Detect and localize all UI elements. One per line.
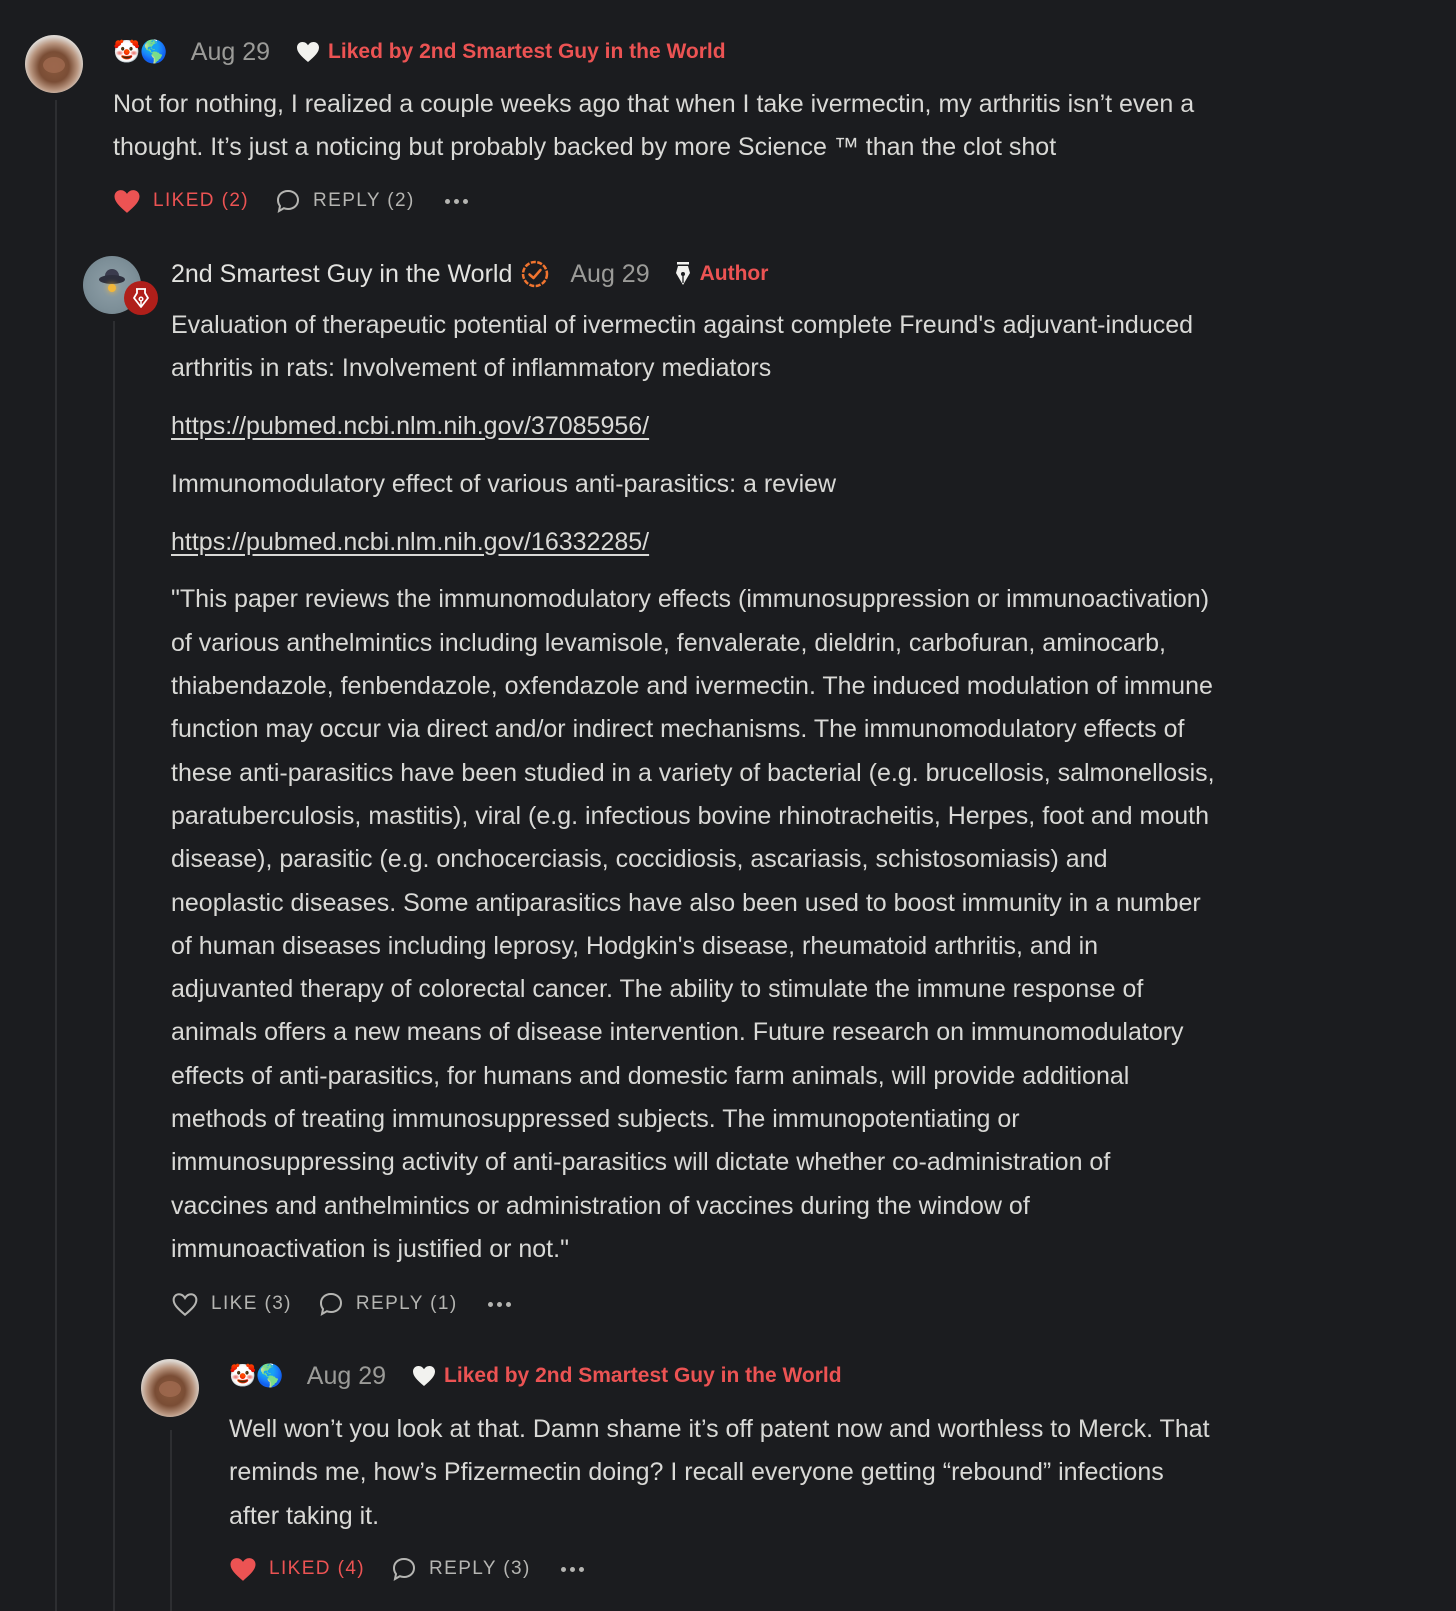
comment-text-line: reminds me, how’s Pfizermectin doing? I recall everyone getting “rebound” infections (229, 1458, 1164, 1487)
avatar[interactable] (25, 35, 83, 93)
comment-body (171, 304, 1451, 1271)
author-tag (674, 261, 769, 287)
author-pen-badge (124, 281, 158, 315)
quote-line: methods of treating immunosuppressed subjects. The immunopotentiating or (171, 1105, 1020, 1134)
heart-filled-icon (229, 1557, 257, 1582)
speech-bubble-icon (391, 1556, 417, 1582)
comment-actions (229, 1554, 584, 1584)
pubmed-link[interactable]: https://pubmed.ncbi.nlm.nih.gov/37085956/ (171, 412, 650, 441)
more-options-button[interactable] (561, 1567, 584, 1572)
comment-header (229, 1360, 842, 1392)
speech-bubble-icon (275, 188, 301, 214)
heart-outline-icon (171, 1292, 199, 1317)
fountain-pen-icon (674, 261, 692, 287)
heart-filled-icon (412, 1365, 436, 1387)
comment-text-line: Not for nothing, I realized a couple weeks ago that when I take ivermectin, my arthritis isn’t even a (113, 90, 1195, 118)
reply-label: REPLY (1) (355, 1293, 458, 1314)
comment-actions (171, 1289, 511, 1319)
comment-text-line: thought. It’s just a noticing but probably backed by more Science ™ than the clot shot (113, 133, 1057, 162)
quote-line: of human diseases including leprosy, Hodgkin's disease, rheumatoid arthritis, and in (171, 931, 1099, 960)
heart-filled-icon (113, 189, 141, 214)
like-label: LIKE (3) (211, 1293, 292, 1314)
reply-label: REPLY (2) (313, 190, 415, 211)
quote-line: adjuvanted therapy of colorectal cancer. The ability to stimulate the immune response of (171, 975, 1144, 1004)
liked-by-author-badge (296, 40, 726, 64)
like-button[interactable] (229, 1557, 365, 1582)
comment-text-line: Immunomodulatory effect of various anti-parasitics: a review (171, 469, 837, 498)
user-handle-emojis[interactable]: 🤡🌎 (113, 39, 168, 64)
quote-line: neoplastic diseases. Some antiparasitics have also been used to boost immunity in a number (171, 888, 1201, 917)
liked-by-text: Liked by 2nd Smartest Guy in the World (328, 40, 726, 63)
quote-line: paratuberculosis, mastitis), viral (e.g. infectious bovine rhinotracheitis, Herpes, foot and mouth (171, 801, 1209, 830)
ellipsis-icon (445, 199, 450, 204)
more-options-button[interactable] (445, 199, 468, 204)
more-options-button[interactable] (488, 1302, 511, 1307)
quote-line: these anti-parasitics have been studied in a variety of bacterial (e.g. brucellosis, salmonellosis, (171, 758, 1215, 787)
verified-check-icon (520, 259, 550, 289)
quote-line: immunoactivation is justified or not." (171, 1234, 569, 1263)
ufo-body (99, 275, 125, 284)
quote-line: effects of anti-parasitics, for humans and domestic farm animals, will provide additional (171, 1061, 1130, 1090)
comment-header (171, 257, 768, 291)
user-handle-emojis[interactable]: 🤡🌎 (229, 1363, 284, 1388)
ufo-light (108, 284, 116, 292)
comment-text-line: Well won’t you look at that. Damn shame it’s off patent now and worthless to Merck. That (229, 1415, 1210, 1443)
quote-line: "This paper reviews the immunomodulatory effects (immunosuppression or immunoactivation) (171, 585, 1210, 614)
comment-date[interactable]: Aug 29 (570, 259, 650, 288)
comment-text-line: after taking it. (229, 1501, 380, 1530)
quote-line: animals offers a new means of disease intervention. Future research on immunomodulatory (171, 1018, 1184, 1047)
comment-text-line: arthritis in rats: Involvement of inflammatory mediators (171, 354, 772, 383)
like-button[interactable] (171, 1292, 292, 1317)
like-button[interactable] (113, 189, 249, 214)
reply-label: REPLY (3) (429, 1558, 531, 1579)
thread-line-level-1[interactable] (113, 321, 115, 1611)
thread-line-level-2[interactable] (170, 1430, 172, 1611)
like-label: LIKED (2) (153, 190, 250, 211)
quoted-abstract (171, 578, 1451, 1271)
speech-bubble-icon (318, 1291, 344, 1317)
comment-actions (113, 186, 468, 216)
quote-line: function may occur via direct and/or indirect mechanisms. The immunomodulatory effects of (171, 715, 1185, 744)
reply-button[interactable] (391, 1556, 531, 1582)
quote-line: vaccines and anthelmintics or administration of vaccines during the window of (171, 1191, 1030, 1220)
username-link[interactable]: 2nd Smartest Guy in the World (171, 259, 513, 288)
avatar[interactable] (141, 1359, 199, 1417)
thread-line-level-0[interactable] (55, 100, 57, 1611)
ellipsis-icon (561, 1567, 566, 1572)
pubmed-link[interactable]: https://pubmed.ncbi.nlm.nih.gov/16332285/ (171, 527, 650, 556)
author-label: Author (699, 262, 769, 285)
reply-button[interactable] (275, 188, 415, 214)
comment-text-line: Evaluation of therapeutic potential of ivermectin against complete Freund's adjuvant-induced (171, 311, 1194, 339)
comment-body (229, 1408, 1449, 1538)
quote-line: immunosuppressing activity of anti-parasitics will dictate whether co-administration of (171, 1148, 1111, 1177)
liked-by-author-badge (412, 1364, 842, 1388)
liked-by-text: Liked by 2nd Smartest Guy in the World (444, 1364, 842, 1387)
comment-date[interactable]: Aug 29 (306, 1361, 387, 1390)
quote-line: thiabendazole, fenbendazole, oxfendazole and ivermectin. The induced modulation of immune (171, 672, 1213, 701)
reply-button[interactable] (318, 1291, 458, 1317)
verified-badge (520, 259, 550, 289)
comment-date[interactable]: Aug 29 (190, 37, 271, 66)
heart-filled-icon (296, 41, 320, 63)
fountain-pen-icon (132, 287, 150, 309)
comment-header (113, 36, 726, 68)
ellipsis-icon (488, 1302, 493, 1307)
like-label: LIKED (4) (269, 1558, 366, 1579)
quote-line: of various anthelmintics including levamisole, fenvalerate, dieldrin, carbofuran, aminocarb, (171, 628, 1166, 657)
quote-line: disease), parasitic (e.g. onchocerciasis, coccidiosis, ascariasis, schistosomiasis) and (171, 845, 1108, 874)
comment-body (113, 83, 1353, 170)
